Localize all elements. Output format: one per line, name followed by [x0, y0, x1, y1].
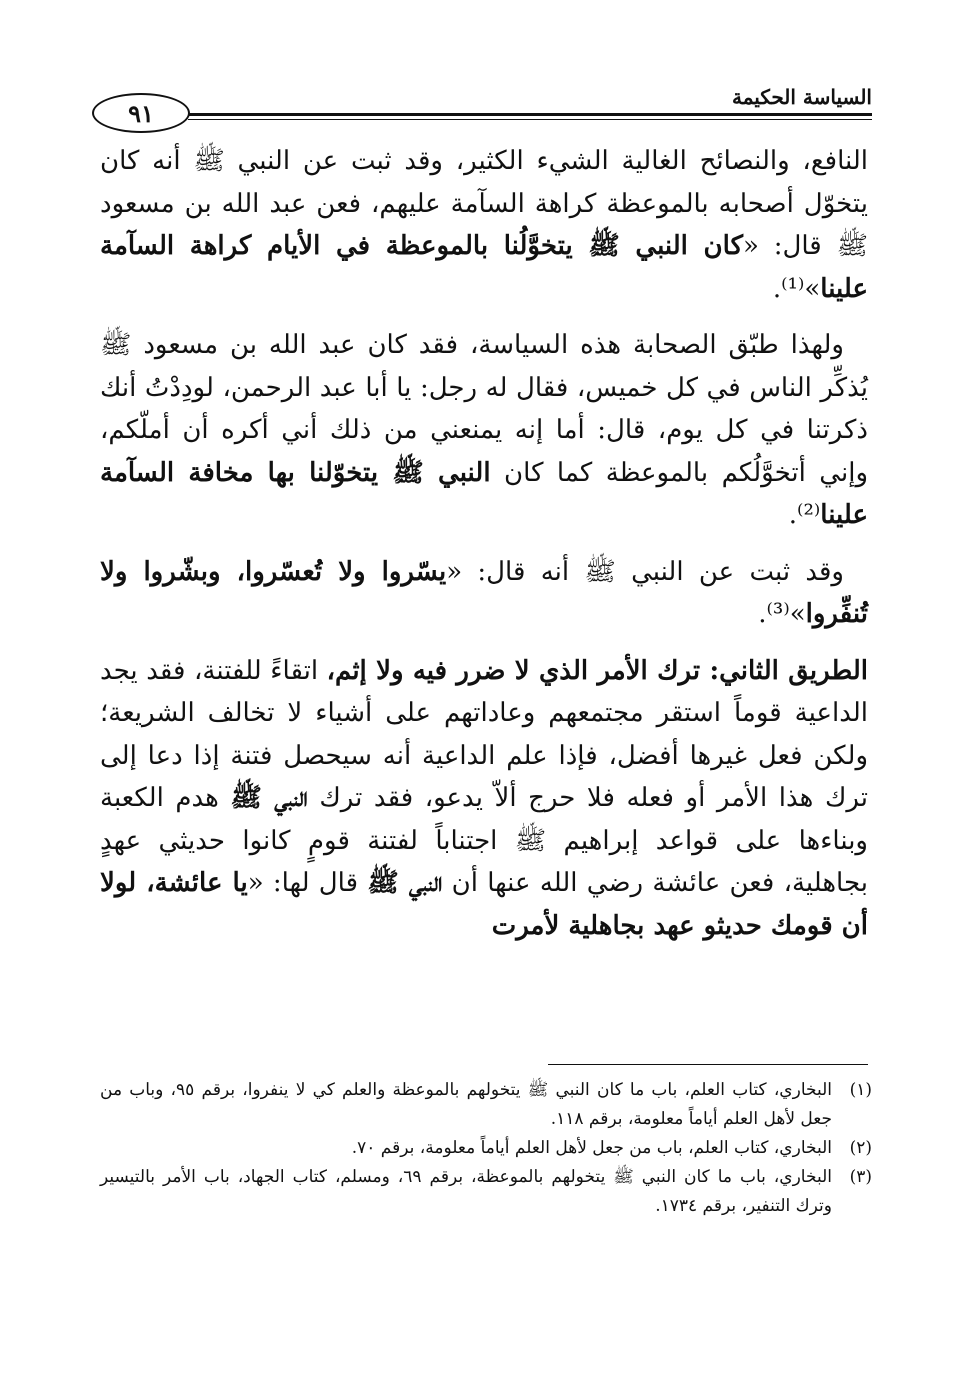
- paragraph-4-text-c: قال لها: «: [247, 868, 368, 898]
- footnote-number: (٣): [849, 1167, 872, 1187]
- running-title: السياسة الحكيمة: [732, 85, 872, 109]
- footnote-text: البخاري، كتاب العلم، باب من جعل لأهل العلم أياماً معلومة، برقم ٧٠.: [351, 1138, 832, 1158]
- paragraph-3-text: وقد ثبت عن النبي ﷺ أنه قال: «: [446, 556, 844, 587]
- paragraph-4-text-b: هدم الكعبة وبناءها على قواعد إبراهيم ﷺ اجتناباً لفتنة قومٍ كانوا حديثي عهدٍ بجاهلية، فعن عائشة رضي الله عنها أن: [100, 783, 868, 898]
- paragraph-2: [100, 324, 868, 537]
- hadith-quote-4: يا عائشة، لولا أن قومك حديثو عهد بجاهلية لأمرت: [100, 868, 868, 941]
- footnote-ref-3: »⁽³⁾.: [758, 599, 806, 629]
- footnote-text: البخاري، كتاب العلم، باب ما كان النبي ﷺ يتخولهم بالموعظة والعلم كي لا ينفروا، برقم ٩٥، وباب من جعل لأهل العلم أياماً معلومة، برقم ١١٨.: [100, 1080, 833, 1129]
- footnote-2: [100, 1134, 872, 1163]
- hadith-quote-3: يسّروا ولا تُعسّروا، وبشّروا ولا تُنفِّروا: [100, 556, 868, 629]
- footnote-number: (١): [849, 1080, 872, 1100]
- paragraph-4-text-a: اتقاءً للفتنة، فقد يجد الداعية قوماً استقر مجتمعهم وعاداتهم على أشياء لا تخالف الشريعة؛ ولكن فعل غيرها أفضل، فإذا علم الداعية أنه سيحصل فتنة إذا دعا إلى ترك هذا الأمر أو فعله فلا حرج ألاّ يدعو، فقد ترك: [100, 655, 868, 813]
- header-rule-thin: [188, 119, 872, 120]
- footnote-text: البخاري، باب ما كان النبي ﷺ يتخولهم بالموعظة، برقم ٦٩، ومسلم، كتاب الجهاد، باب الأمر بالتيسير وترك التنفير، برقم ١٧٣٤.: [100, 1167, 832, 1216]
- header-rule-thick: [188, 113, 872, 116]
- prophet-mention-bold-1: النبي ﷺ: [230, 783, 308, 813]
- main-text: [100, 140, 868, 961]
- prophet-mention-bold-2: النبي ﷺ: [367, 868, 443, 898]
- footnote-1: [100, 1076, 872, 1134]
- paragraph-4: [100, 650, 868, 948]
- page-number: ٩١: [128, 98, 154, 128]
- footnote-3: [100, 1163, 872, 1221]
- footnote-ref-2: ⁽²⁾.: [788, 500, 821, 530]
- hadith-quote-2: النبي ﷺ يتخوّلنا بها مخافة السآمة علينا: [100, 457, 868, 530]
- footnote-separator: [548, 1064, 868, 1065]
- page-header: [92, 85, 872, 135]
- hadith-quote-1: كان النبي ﷺ يتخوَّلُنا بالموعظة في الأيام كراهة السآمة علينا: [100, 231, 868, 304]
- footnotes: [100, 1076, 872, 1221]
- paragraph-1: [100, 140, 868, 310]
- footnote-ref-1: »⁽¹⁾.: [772, 273, 821, 304]
- section-heading-second-way: الطريق الثاني: ترك الأمر الذي لا ضرر فيه ولا إثم،: [326, 655, 868, 686]
- paragraph-1-text: النافع، والنصائح الغالية الشيء الكثير، وقد ثبت عن النبي ﷺ أنه كان يتخوّل أصحابه بالموعظة كراهة السآمة عليهم، فعن عبد الله بن مسعود ﷺ قال: «: [100, 146, 868, 261]
- paragraph-2-text: ولهذا طبّق الصحابة هذه السياسة، فقد كان عبد الله بن مسعود ﷺ يُذكِّر الناس في كل خميس، فقال له رجل: يا أبا عبد الرحمن، لودِدْتُ أنك ذكرتنا في كل يوم، قال: أما إنه يمنعني من ذلك أني أكره أن أملّكم، وإني أتخوَّلُكم بالموعظة كما كان: [100, 330, 868, 488]
- footnote-number: (٢): [849, 1138, 872, 1158]
- paragraph-3: [100, 551, 868, 636]
- page-number-oval: [92, 93, 190, 133]
